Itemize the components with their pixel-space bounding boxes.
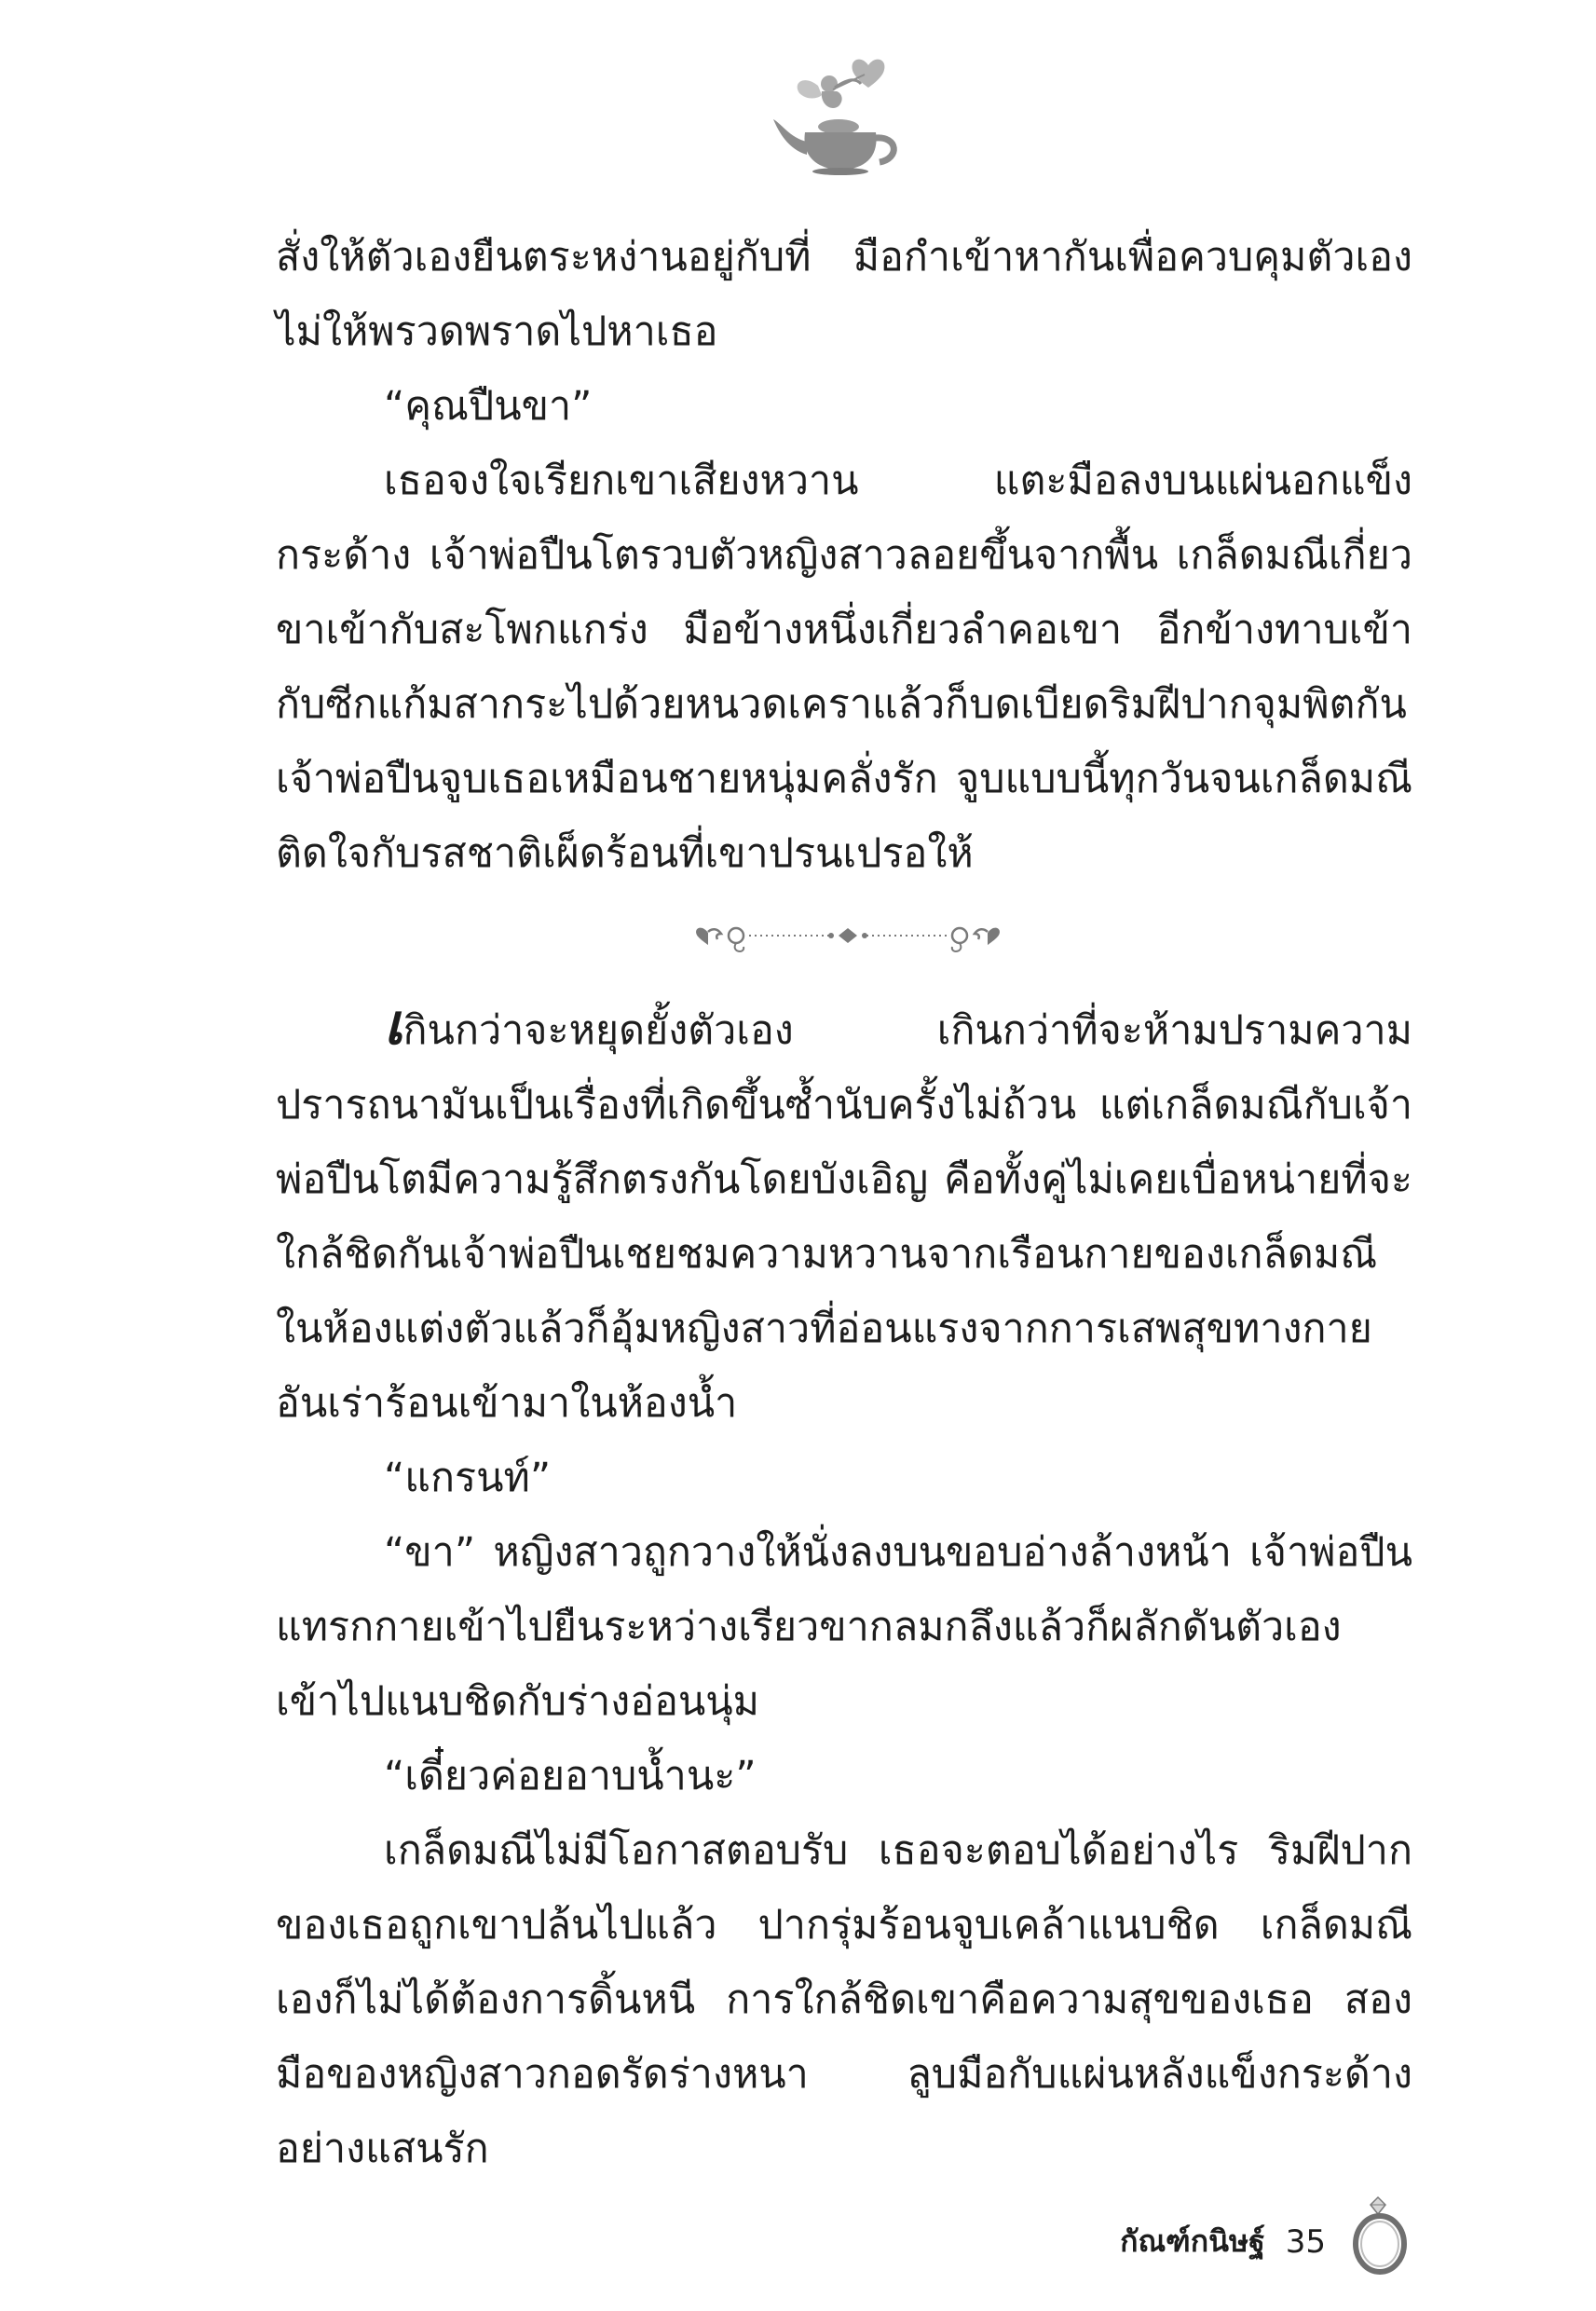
paragraph-dialogue: “เดี๋ยวค่อยอาบน้ำนะ”: [384, 1753, 757, 1799]
paragraph-text: กินกว่าจะหยุดยั้งตัวเอง เกินกว่าที่จะห้ามปรามความปรารถนามันเป็นเรื่องที่เกิดขึ้นซ้ำนับครั้งไม่ถ้วน แต่เกล็ดมณีกับเจ้าพ่อปืนโตมีความรู้สึกตรงกันโดยบังเอิญ คือทั้งคู่ไม่เคยเบื่อหน่ายที่จะใกล้ชิดกันเจ้าพ่อปืนเชยชมความหวานจากเรือนกายของเกล็ดมณีในห้องแต่งตัวแล้วก็อุ้มหญิงสาวที่อ่อนแรงจากการเสพสุขทางกายอันเร่าร้อนเข้ามาในห้องน้ำ: [276, 1007, 1412, 1427]
paragraph-dialogue: “แกรนท์”: [384, 1455, 552, 1501]
diamond-ring-icon: [1343, 2192, 1417, 2276]
paragraph-drop-cap: [276, 993, 1412, 1441]
paragraph: เธอจงใจเรียกเขาเสียงหวาน แตะมือลงบนแผ่นอกแข็งกระด้าง เจ้าพ่อปืนโตรวบตัวหญิงสาวลอยขึ้นจากพื้น เกล็ดมณีเกี่ยวขาเข้ากับสะโพกแกร่ง มือข้างหนึ่งเกี่ยวลำคอเขา อีกข้างทาบเข้ากับซีกแก้มสากระไปด้วยหนวดเคราแล้วก็บดเบียดริมฝีปากจุมพิตกัน เจ้าพ่อปืนจูบเธอเหมือนชายหนุ่มคลั่งรัก จูบแบบนี้ทุกวันจนเกล็ดมณีติดใจกับรสชาติเผ็ดร้อนที่เขาปรนเปรอให้: [276, 458, 1412, 877]
scroll-ornament-divider-icon: [689, 915, 1006, 962]
text-block-bottom: [276, 993, 1412, 2186]
footer-author: กัณฑ์กนิษฐ์: [1120, 2223, 1265, 2259]
page-footer: [1120, 2218, 1326, 2265]
text-block-top: [276, 220, 1412, 891]
page-number: 35: [1285, 2222, 1326, 2261]
paragraph: เกล็ดมณีไม่มีโอกาสตอบรับ เธอจะตอบได้อย่างไร ริมฝีปากของเธอถูกเขาปล้นไปแล้ว ปากรุ่มร้อนจูบเคล้าแนบชิด เกล็ดมณีเองก็ไม่ได้ต้องการดิ้นหนี การใกล้ชิดเขาคือความสุขของเธอ สองมือของหญิงสาวกอดรัดร่างหนา ลูบมือกับแผ่นหลังแข็งกระด้างอย่างแสนรัก: [276, 1827, 1412, 2172]
paragraph-dialogue: “คุณปืนขา”: [384, 383, 593, 430]
paragraph: “ขา” หญิงสาวถูกวางให้นั่งลงบนขอบอ่างล้างหน้า เจ้าพ่อปืนแทรกกายเข้าไปยืนระหว่างเรียวขากลมกลึงแล้วก็ผลักดันตัวเองเข้าไปแนบชิดกับร่างอ่อนนุ่ม: [276, 1529, 1412, 1725]
paragraph: สั่งให้ตัวเองยืนตระหง่านอยู่กับที่ มือกำเข้าหากันเพื่อควบคุมตัวเองไม่ให้พรวดพราดไปหาเธอ: [276, 234, 1412, 355]
drop-cap: เ: [384, 992, 403, 1058]
cupid-teapot-ornament-icon: [764, 47, 913, 177]
